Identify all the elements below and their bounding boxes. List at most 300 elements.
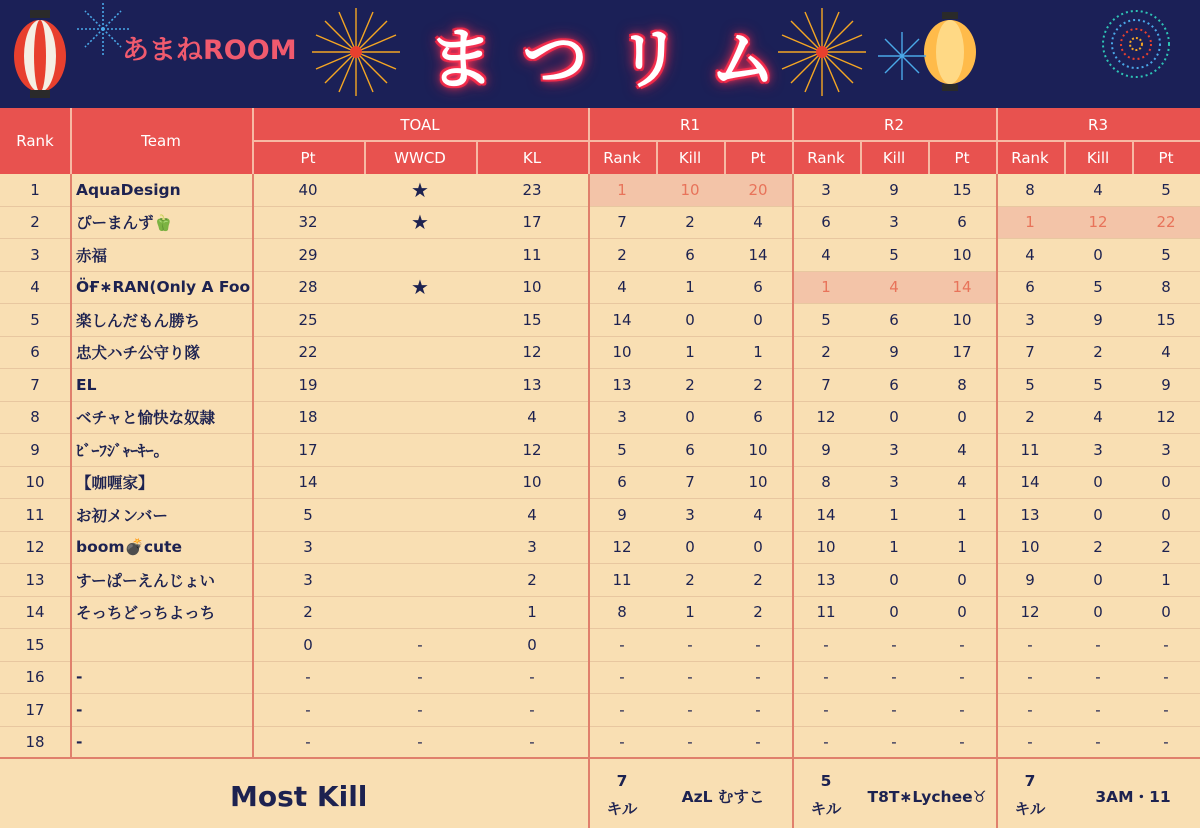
r1-group-header: R1 xyxy=(588,108,792,141)
cell-r2-1: 1 xyxy=(889,538,899,557)
cell-r1-1: 1 xyxy=(685,278,695,297)
cell-r2-1: 4 xyxy=(860,272,928,304)
cell-team: ﾋﾞｰﾌｼﾞｬｰｷｰ。 xyxy=(76,441,170,460)
cell-r2-0: 6 xyxy=(821,213,831,232)
table-row xyxy=(0,337,1200,370)
cell-r2-1: 0 xyxy=(889,570,899,589)
r2-kill-header: Kill xyxy=(860,141,928,174)
col-pt-header: Pt xyxy=(252,141,364,174)
cell-r1-2: - xyxy=(755,700,761,719)
cell-r1-0: 13 xyxy=(612,375,632,394)
cell-rank: 6 xyxy=(30,343,40,362)
cell-r2-2: - xyxy=(959,733,965,752)
r2-most-kill-unit: キル xyxy=(810,800,842,818)
cell-kl: 4 xyxy=(527,408,537,427)
cell-r3-1: 0 xyxy=(1093,473,1103,492)
r3-most-kill-player: 3AM・11 xyxy=(1095,788,1171,806)
cell-r1-2: 1 xyxy=(753,343,763,362)
cell-wwcd: ★ xyxy=(411,210,429,235)
table-row xyxy=(0,694,1200,727)
cell-kl: - xyxy=(529,733,535,752)
table-row xyxy=(0,207,1200,240)
room-title: あまねROOM xyxy=(122,35,297,66)
cell-team: ÖҒ∗RAN(Only A Foo xyxy=(76,278,251,297)
cell-wwcd: - xyxy=(417,733,423,752)
cell-wwcd xyxy=(364,597,476,629)
cell-r2-0: 9 xyxy=(821,440,831,459)
cell-team: - xyxy=(76,668,83,687)
cell-r1-1: - xyxy=(687,700,693,719)
r1-most-kill-count: 7 xyxy=(616,772,628,790)
cell-r1-2: 6 xyxy=(753,278,763,297)
table-row xyxy=(0,239,1200,272)
cell-r2-0: 5 xyxy=(821,310,831,329)
cell-r1-2: - xyxy=(755,635,761,654)
cell-team: すーぱーえんじょい xyxy=(76,571,216,590)
cell-team: 赤福 xyxy=(76,246,108,265)
cell-r2-1: 3 xyxy=(889,213,899,232)
cell-r3-2: 22 xyxy=(1132,207,1200,239)
cell-r1-0: - xyxy=(619,700,625,719)
cell-rank: 1 xyxy=(30,180,40,199)
r3-kill-header: Kill xyxy=(1064,141,1132,174)
cell-r2-0: 12 xyxy=(816,408,836,427)
cell-pt: 3 xyxy=(303,538,313,557)
most-kill-label: Most Kill xyxy=(230,780,368,813)
cell-r1-0: 1 xyxy=(588,174,656,206)
cell-r1-2: 2 xyxy=(753,375,763,394)
cell-r1-2: 0 xyxy=(753,310,763,329)
cell-kl: 4 xyxy=(527,505,537,524)
cell-r3-1: - xyxy=(1095,668,1101,687)
cell-kl: 0 xyxy=(527,635,537,654)
cell-r2-1: 5 xyxy=(889,245,899,264)
cell-team: 忠犬ハチ公守り隊 xyxy=(76,344,201,363)
cell-pt: - xyxy=(305,700,311,719)
cell-kl: 17 xyxy=(522,213,542,232)
cell-r3-1: 5 xyxy=(1093,375,1103,394)
cell-r3-2: 9 xyxy=(1161,375,1171,394)
firework-rings-icon xyxy=(1100,8,1172,80)
cell-r1-0: 12 xyxy=(612,538,632,557)
cell-r2-0: 10 xyxy=(816,538,836,557)
cell-r3-0: 7 xyxy=(1025,343,1035,362)
cell-r3-2: 5 xyxy=(1161,245,1171,264)
table-row xyxy=(0,304,1200,337)
cell-kl: 11 xyxy=(522,245,542,264)
table-row xyxy=(0,629,1200,662)
cell-r3-0: 11 xyxy=(1020,440,1040,459)
cell-r1-0: - xyxy=(619,668,625,687)
cell-r3-0: - xyxy=(1027,668,1033,687)
cell-r2-2: - xyxy=(959,700,965,719)
table-row xyxy=(0,597,1200,630)
cell-r1-1: 0 xyxy=(685,538,695,557)
cell-r2-2: 4 xyxy=(957,440,967,459)
firework-gold-left-icon xyxy=(308,4,404,100)
cell-r1-0: 5 xyxy=(617,440,627,459)
cell-r1-0: 14 xyxy=(612,310,632,329)
cell-r2-1: - xyxy=(891,668,897,687)
r2-rank-header: Rank xyxy=(792,141,860,174)
cell-kl: 10 xyxy=(522,278,542,297)
cell-r2-1: 6 xyxy=(889,375,899,394)
cell-team: boom💣cute xyxy=(76,538,182,557)
cell-r1-1: - xyxy=(687,668,693,687)
cell-rank: 4 xyxy=(30,278,40,297)
cell-wwcd xyxy=(364,369,476,401)
table-row xyxy=(0,532,1200,565)
cell-pt: 5 xyxy=(303,505,313,524)
cell-r1-0: 3 xyxy=(617,408,627,427)
cell-r3-2: 0 xyxy=(1161,473,1171,492)
cell-kl: 15 xyxy=(522,310,542,329)
r1-most-kill-player: AzL むすこ xyxy=(681,788,765,806)
cell-r3-1: 0 xyxy=(1093,505,1103,524)
cell-r1-0: 11 xyxy=(612,570,632,589)
cell-kl: 12 xyxy=(522,440,542,459)
cell-rank: 13 xyxy=(25,570,45,589)
cell-kl: 10 xyxy=(522,473,542,492)
cell-r1-2: 2 xyxy=(753,603,763,622)
cell-wwcd xyxy=(364,532,476,564)
cell-team: ぴーまんず🫑 xyxy=(76,214,173,233)
cell-pt: 40 xyxy=(298,180,318,199)
cell-r1-1: 7 xyxy=(685,473,695,492)
cell-r1-1: 1 xyxy=(685,343,695,362)
cell-rank: 5 xyxy=(30,310,40,329)
cell-r2-0: - xyxy=(823,635,829,654)
cell-r3-2: 4 xyxy=(1161,343,1171,362)
cell-r3-1: 4 xyxy=(1093,408,1103,427)
cell-r1-2: - xyxy=(755,733,761,752)
cell-r2-1: - xyxy=(891,635,897,654)
cell-wwcd: - xyxy=(417,700,423,719)
cell-r3-1: 12 xyxy=(1064,207,1132,239)
cell-r2-1: 9 xyxy=(889,343,899,362)
cell-rank: 11 xyxy=(25,505,45,524)
r1-most-kill-unit: キル xyxy=(606,800,638,818)
cell-r2-0: - xyxy=(823,700,829,719)
cell-r2-0: 8 xyxy=(821,473,831,492)
table-row xyxy=(0,402,1200,435)
r3-rank-header: Rank xyxy=(996,141,1064,174)
cell-rank: 14 xyxy=(25,603,45,622)
cell-pt: 19 xyxy=(298,375,318,394)
cell-wwcd xyxy=(364,337,476,369)
r3-most-kill-unit: キル xyxy=(1014,800,1046,818)
cell-r1-1: 6 xyxy=(685,245,695,264)
cell-r3-1: 9 xyxy=(1093,310,1103,329)
cell-r2-2: 8 xyxy=(957,375,967,394)
cell-r1-0: 6 xyxy=(617,473,627,492)
cell-r1-0: - xyxy=(619,635,625,654)
cell-r2-1: 3 xyxy=(889,440,899,459)
col-wwcd-header: WWCD xyxy=(364,141,476,174)
cell-r3-2: 0 xyxy=(1161,603,1171,622)
cell-rank: 8 xyxy=(30,408,40,427)
cell-r3-2: 5 xyxy=(1161,180,1171,199)
r2-most-kill-player: T8T∗Lychee♉ xyxy=(867,788,987,806)
cell-r3-0: - xyxy=(1027,700,1033,719)
cell-r2-2: 1 xyxy=(957,538,967,557)
cell-pt: 0 xyxy=(303,635,313,654)
cell-pt: 14 xyxy=(298,473,318,492)
cell-pt: 17 xyxy=(298,440,318,459)
cell-r2-2: 10 xyxy=(952,245,972,264)
cell-r2-0: 11 xyxy=(816,603,836,622)
cell-r1-0: 10 xyxy=(612,343,632,362)
cell-r1-1: 2 xyxy=(685,213,695,232)
cell-r3-1: 3 xyxy=(1093,440,1103,459)
cell-kl: - xyxy=(529,700,535,719)
cell-r3-2: 12 xyxy=(1156,408,1176,427)
cell-r1-2: 0 xyxy=(753,538,763,557)
table-row xyxy=(0,727,1200,760)
cell-r1-1: 10 xyxy=(656,174,724,206)
cell-r3-0: 13 xyxy=(1020,505,1040,524)
cell-r3-2: 8 xyxy=(1161,278,1171,297)
cell-r3-2: - xyxy=(1163,733,1169,752)
cell-r2-2: 0 xyxy=(957,408,967,427)
cell-r1-2: 10 xyxy=(748,473,768,492)
cell-r1-2: - xyxy=(755,668,761,687)
cell-wwcd xyxy=(364,467,476,499)
cell-wwcd xyxy=(364,564,476,596)
cell-r3-1: 0 xyxy=(1093,245,1103,264)
cell-wwcd xyxy=(364,434,476,466)
cell-kl: 3 xyxy=(527,538,537,557)
cell-wwcd xyxy=(364,304,476,336)
cell-r3-1: 5 xyxy=(1093,278,1103,297)
cell-r3-2: 2 xyxy=(1161,538,1171,557)
cell-rank: 10 xyxy=(25,473,45,492)
cell-r1-1: - xyxy=(687,635,693,654)
cell-team: 【咖喱家】 xyxy=(76,474,154,493)
r3-pt-header: Pt xyxy=(1132,141,1200,174)
cell-r3-2: - xyxy=(1163,668,1169,687)
cell-r2-2: 14 xyxy=(928,272,996,304)
cell-r2-1: - xyxy=(891,700,897,719)
cell-team: そっちどっちよっち xyxy=(76,604,216,623)
cell-wwcd: - xyxy=(417,635,423,654)
cell-r2-0: 13 xyxy=(816,570,836,589)
cell-r3-0: 5 xyxy=(1025,375,1035,394)
cell-r1-2: 4 xyxy=(753,213,763,232)
cell-r3-2: 0 xyxy=(1161,505,1171,524)
cell-r1-1: 2 xyxy=(685,570,695,589)
table-row xyxy=(0,174,1200,207)
cell-kl: 2 xyxy=(527,570,537,589)
cell-team: お初メンバー xyxy=(76,506,168,525)
cell-r2-2: 10 xyxy=(952,310,972,329)
cell-r2-1: 6 xyxy=(889,310,899,329)
cell-rank: 16 xyxy=(25,668,45,687)
r2-group-header: R2 xyxy=(792,108,996,141)
cell-pt: 25 xyxy=(298,310,318,329)
cell-r1-0: 8 xyxy=(617,603,627,622)
cell-r3-1: 0 xyxy=(1093,570,1103,589)
cell-r3-0: 2 xyxy=(1025,408,1035,427)
cell-r3-1: 2 xyxy=(1093,343,1103,362)
cell-pt: 2 xyxy=(303,603,313,622)
cell-team: - xyxy=(76,700,83,719)
cell-kl: - xyxy=(529,668,535,687)
cell-pt: 32 xyxy=(298,213,318,232)
r2-pt-header: Pt xyxy=(928,141,996,174)
cell-r2-1: 1 xyxy=(889,505,899,524)
cell-rank: 12 xyxy=(25,538,45,557)
col-kl-header: KL xyxy=(476,141,588,174)
cell-r2-2: 17 xyxy=(952,343,972,362)
cell-team: 楽しんだもん勝ち xyxy=(76,311,201,330)
cell-r1-0: 9 xyxy=(617,505,627,524)
cell-wwcd xyxy=(364,499,476,531)
cell-rank: 3 xyxy=(30,245,40,264)
cell-r2-2: 15 xyxy=(952,180,972,199)
main-title: まつリム xyxy=(428,21,804,98)
cell-r2-2: 4 xyxy=(957,473,967,492)
cell-r2-0: 2 xyxy=(821,343,831,362)
cell-r1-2: 2 xyxy=(753,570,763,589)
cell-r3-1: 0 xyxy=(1093,603,1103,622)
cell-r2-0: 14 xyxy=(816,505,836,524)
cell-r2-0: 1 xyxy=(792,272,860,304)
cell-rank: 17 xyxy=(25,700,45,719)
cell-team xyxy=(70,629,252,661)
r1-pt-header: Pt xyxy=(724,141,792,174)
cell-r2-1: 0 xyxy=(889,408,899,427)
cell-wwcd xyxy=(364,402,476,434)
cell-wwcd: ★ xyxy=(411,177,429,202)
cell-team: AquaDesign xyxy=(76,180,181,199)
table-row xyxy=(0,662,1200,695)
cell-r2-0: 3 xyxy=(821,180,831,199)
cell-r1-2: 10 xyxy=(748,440,768,459)
cell-r3-0: 10 xyxy=(1020,538,1040,557)
cell-r1-1: 3 xyxy=(685,505,695,524)
cell-rank: 9 xyxy=(30,440,40,459)
cell-r1-1: 6 xyxy=(685,440,695,459)
cell-pt: - xyxy=(305,733,311,752)
r3-group-header: R3 xyxy=(996,108,1200,141)
cell-r1-1: 1 xyxy=(685,603,695,622)
cell-r3-0: 1 xyxy=(996,207,1064,239)
cell-r1-1: 0 xyxy=(685,408,695,427)
table-row xyxy=(0,369,1200,402)
cell-r3-2: 3 xyxy=(1161,440,1171,459)
cell-r1-1: 0 xyxy=(685,310,695,329)
cell-r2-0: 7 xyxy=(821,375,831,394)
cell-r2-2: 0 xyxy=(957,570,967,589)
cell-r1-0: 7 xyxy=(617,213,627,232)
lantern-right-icon xyxy=(920,12,980,92)
table-row xyxy=(0,499,1200,532)
cell-r3-0: - xyxy=(1027,733,1033,752)
cell-r3-1: - xyxy=(1095,700,1101,719)
cell-r3-0: 6 xyxy=(1025,278,1035,297)
cell-r1-0: - xyxy=(619,733,625,752)
cell-kl: 23 xyxy=(522,180,542,199)
r3-most-kill-count: 7 xyxy=(1024,772,1036,790)
cell-r3-0: 3 xyxy=(1025,310,1035,329)
cell-r3-0: 12 xyxy=(1020,603,1040,622)
cell-rank: 7 xyxy=(30,375,40,394)
cell-r2-1: 3 xyxy=(889,473,899,492)
cell-r2-1: 0 xyxy=(889,603,899,622)
cell-r3-0: - xyxy=(1027,635,1033,654)
cell-rank: 2 xyxy=(30,213,40,232)
col-rank-header: Rank xyxy=(0,108,70,174)
cell-r3-1: - xyxy=(1095,635,1101,654)
cell-r3-2: - xyxy=(1163,635,1169,654)
cell-r3-2: - xyxy=(1163,700,1169,719)
cell-r2-0: 4 xyxy=(821,245,831,264)
cell-kl: 12 xyxy=(522,343,542,362)
col-team-header: Team xyxy=(70,108,252,174)
cell-r2-0: - xyxy=(823,733,829,752)
cell-team: EL xyxy=(76,375,97,394)
cell-pt: 3 xyxy=(303,570,313,589)
cell-r2-2: 1 xyxy=(957,505,967,524)
cell-r1-2: 20 xyxy=(724,174,792,206)
cell-kl: 13 xyxy=(522,375,542,394)
cell-wwcd: - xyxy=(417,668,423,687)
cell-pt: - xyxy=(305,668,311,687)
cell-team: - xyxy=(76,733,83,752)
cell-r3-1: 2 xyxy=(1093,538,1103,557)
r1-rank-header: Rank xyxy=(588,141,656,174)
cell-wwcd: ★ xyxy=(411,275,429,300)
cell-r3-0: 9 xyxy=(1025,570,1035,589)
cell-rank: 18 xyxy=(25,733,45,752)
cell-pt: 28 xyxy=(298,278,318,297)
cell-rank: 15 xyxy=(25,635,45,654)
lantern-left-icon xyxy=(10,8,70,100)
cell-r2-2: - xyxy=(959,635,965,654)
cell-r2-2: 6 xyxy=(957,213,967,232)
cell-r3-0: 4 xyxy=(1025,245,1035,264)
cell-kl: 1 xyxy=(527,603,537,622)
table-row xyxy=(0,467,1200,500)
cell-pt: 18 xyxy=(298,408,318,427)
cell-r2-2: - xyxy=(959,668,965,687)
cell-r1-2: 14 xyxy=(748,245,768,264)
cell-pt: 29 xyxy=(298,245,318,264)
table-row xyxy=(0,434,1200,467)
total-group-header: TOAL xyxy=(252,108,588,141)
cell-r3-2: 1 xyxy=(1161,570,1171,589)
cell-r2-2: 0 xyxy=(957,603,967,622)
r2-most-kill-count: 5 xyxy=(820,772,832,790)
cell-wwcd xyxy=(364,239,476,271)
cell-r3-0: 14 xyxy=(1020,473,1040,492)
header-banner xyxy=(0,0,1200,108)
cell-r1-2: 4 xyxy=(753,505,763,524)
cell-r2-1: 9 xyxy=(889,180,899,199)
table-row xyxy=(0,564,1200,597)
cell-r2-1: - xyxy=(891,733,897,752)
cell-pt: 22 xyxy=(298,343,318,362)
cell-r2-0: - xyxy=(823,668,829,687)
cell-r3-1: 4 xyxy=(1093,180,1103,199)
cell-r1-0: 2 xyxy=(617,245,627,264)
r1-kill-header: Kill xyxy=(656,141,724,174)
cell-r3-2: 15 xyxy=(1156,310,1176,329)
cell-r3-1: - xyxy=(1095,733,1101,752)
cell-r1-0: 4 xyxy=(617,278,627,297)
table-row xyxy=(0,272,1200,305)
